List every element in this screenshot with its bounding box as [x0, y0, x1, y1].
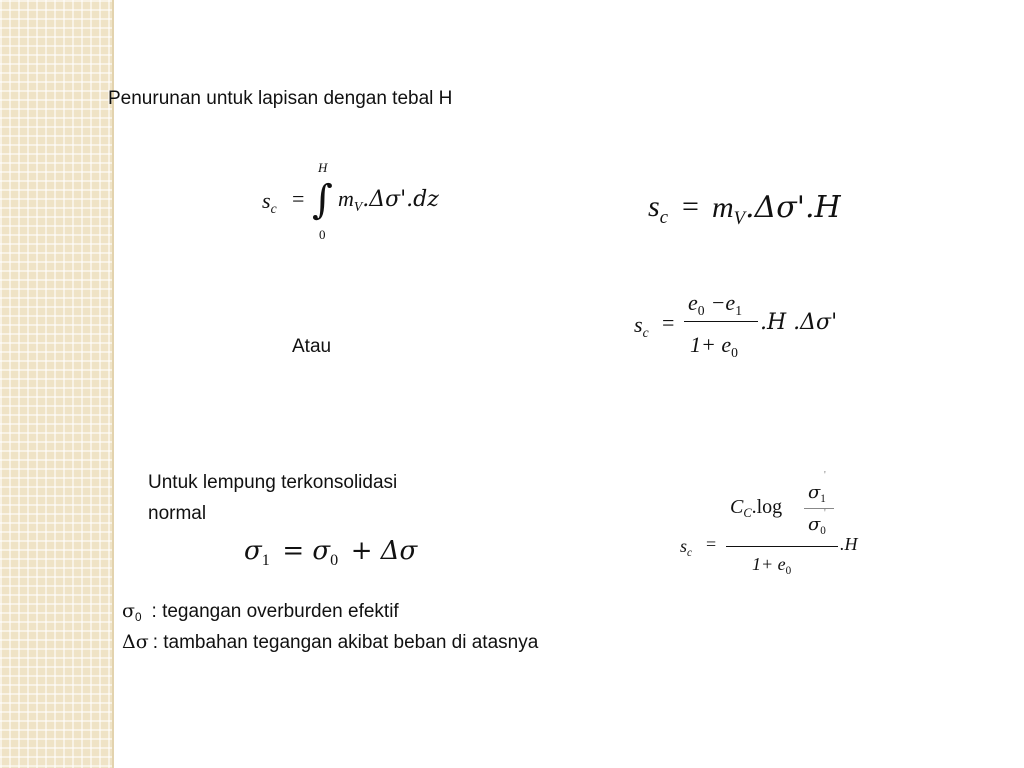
eq5-prime-bottom: '	[824, 508, 826, 519]
eq3-lhs-sub: c	[642, 324, 649, 340]
legend-item	[122, 600, 399, 624]
eq1-m: m	[338, 186, 354, 211]
eq2-lhs: s	[648, 190, 660, 223]
eq5-den-sub: 0	[785, 564, 792, 577]
eq1-equals: =	[292, 186, 305, 211]
eq1-lhs-sub: c	[270, 200, 277, 216]
eq5-sig-sub1: 1	[820, 492, 826, 505]
eq5-den: 1+ e	[752, 554, 786, 574]
eq3-tail: .H .Δσ'	[760, 310, 838, 335]
legend-symbol: σ	[122, 600, 135, 622]
eq5-inner-fraction-bar	[804, 508, 834, 509]
eq1-m-sub: V	[353, 198, 363, 214]
eq5-sig-top: σ	[808, 482, 821, 503]
decorative-side-strip	[0, 0, 114, 768]
eq5-prime-top: '	[824, 470, 826, 481]
eq5-equals: =	[706, 534, 717, 554]
eq4-lhs-sub: 1	[261, 551, 270, 569]
legend-item	[122, 631, 538, 655]
eq5-tail: .H	[840, 534, 858, 554]
eq3-den-sub: 0	[731, 344, 738, 360]
eq5-sig-sub0: 0	[820, 524, 826, 537]
eq5-cc: C	[730, 496, 744, 518]
eq5-fraction-bar	[726, 546, 838, 547]
eq1-lhs: s	[262, 188, 271, 213]
eq3-fraction-bar	[684, 321, 758, 322]
eq2-m: m	[712, 191, 734, 224]
eq1-lower-limit: 0	[319, 227, 326, 242]
atau-text: Atau	[292, 336, 332, 357]
untuk-text-line2: normal	[148, 503, 207, 524]
eq5-sig-bottom: σ	[808, 514, 821, 535]
eq1-body: .Δσ'.dz	[362, 187, 439, 212]
eq5-log: .log	[751, 496, 783, 518]
eq3-den: 1+ e	[690, 332, 732, 357]
eq3-lhs: s	[634, 312, 643, 337]
slide-heading: Penurunan untuk lapisan dengan tebal H	[108, 88, 453, 109]
legend-subscript: 0	[134, 611, 142, 625]
eq3-num-minus: −e	[710, 290, 736, 315]
eq4-mid-sub: 0	[330, 551, 339, 569]
eq5-cc-sub: C	[743, 506, 752, 521]
eq3-equals: =	[662, 310, 675, 335]
eq3-num-e0: e	[688, 290, 698, 315]
eq2-body: .Δσ'.H	[745, 190, 841, 225]
eq3-num-sub1: 1	[735, 302, 743, 318]
eq4-equals: = σ	[282, 536, 331, 566]
legend-symbol: Δσ	[122, 631, 149, 653]
untuk-text-line1: Untuk lempung terkonsolidasi	[148, 472, 398, 493]
eq2-equals: =	[682, 190, 699, 223]
eq3-num-sub0: 0	[697, 302, 705, 318]
integral-sign: ∫	[312, 177, 333, 223]
legend-text: : tegangan overburden efektif	[151, 601, 399, 622]
legend-text: : tambahan tegangan akibat beban di atasnya	[152, 632, 539, 653]
eq2-lhs-sub: c	[659, 206, 668, 228]
eq1-upper-limit: H	[318, 160, 328, 175]
eq5-lhs: s	[680, 536, 688, 556]
eq2-m-sub: V	[733, 207, 746, 229]
eq4-lhs: σ	[244, 536, 262, 566]
eq5-lhs-sub: c	[687, 546, 692, 559]
eq4-tail: + Δσ	[350, 536, 418, 566]
